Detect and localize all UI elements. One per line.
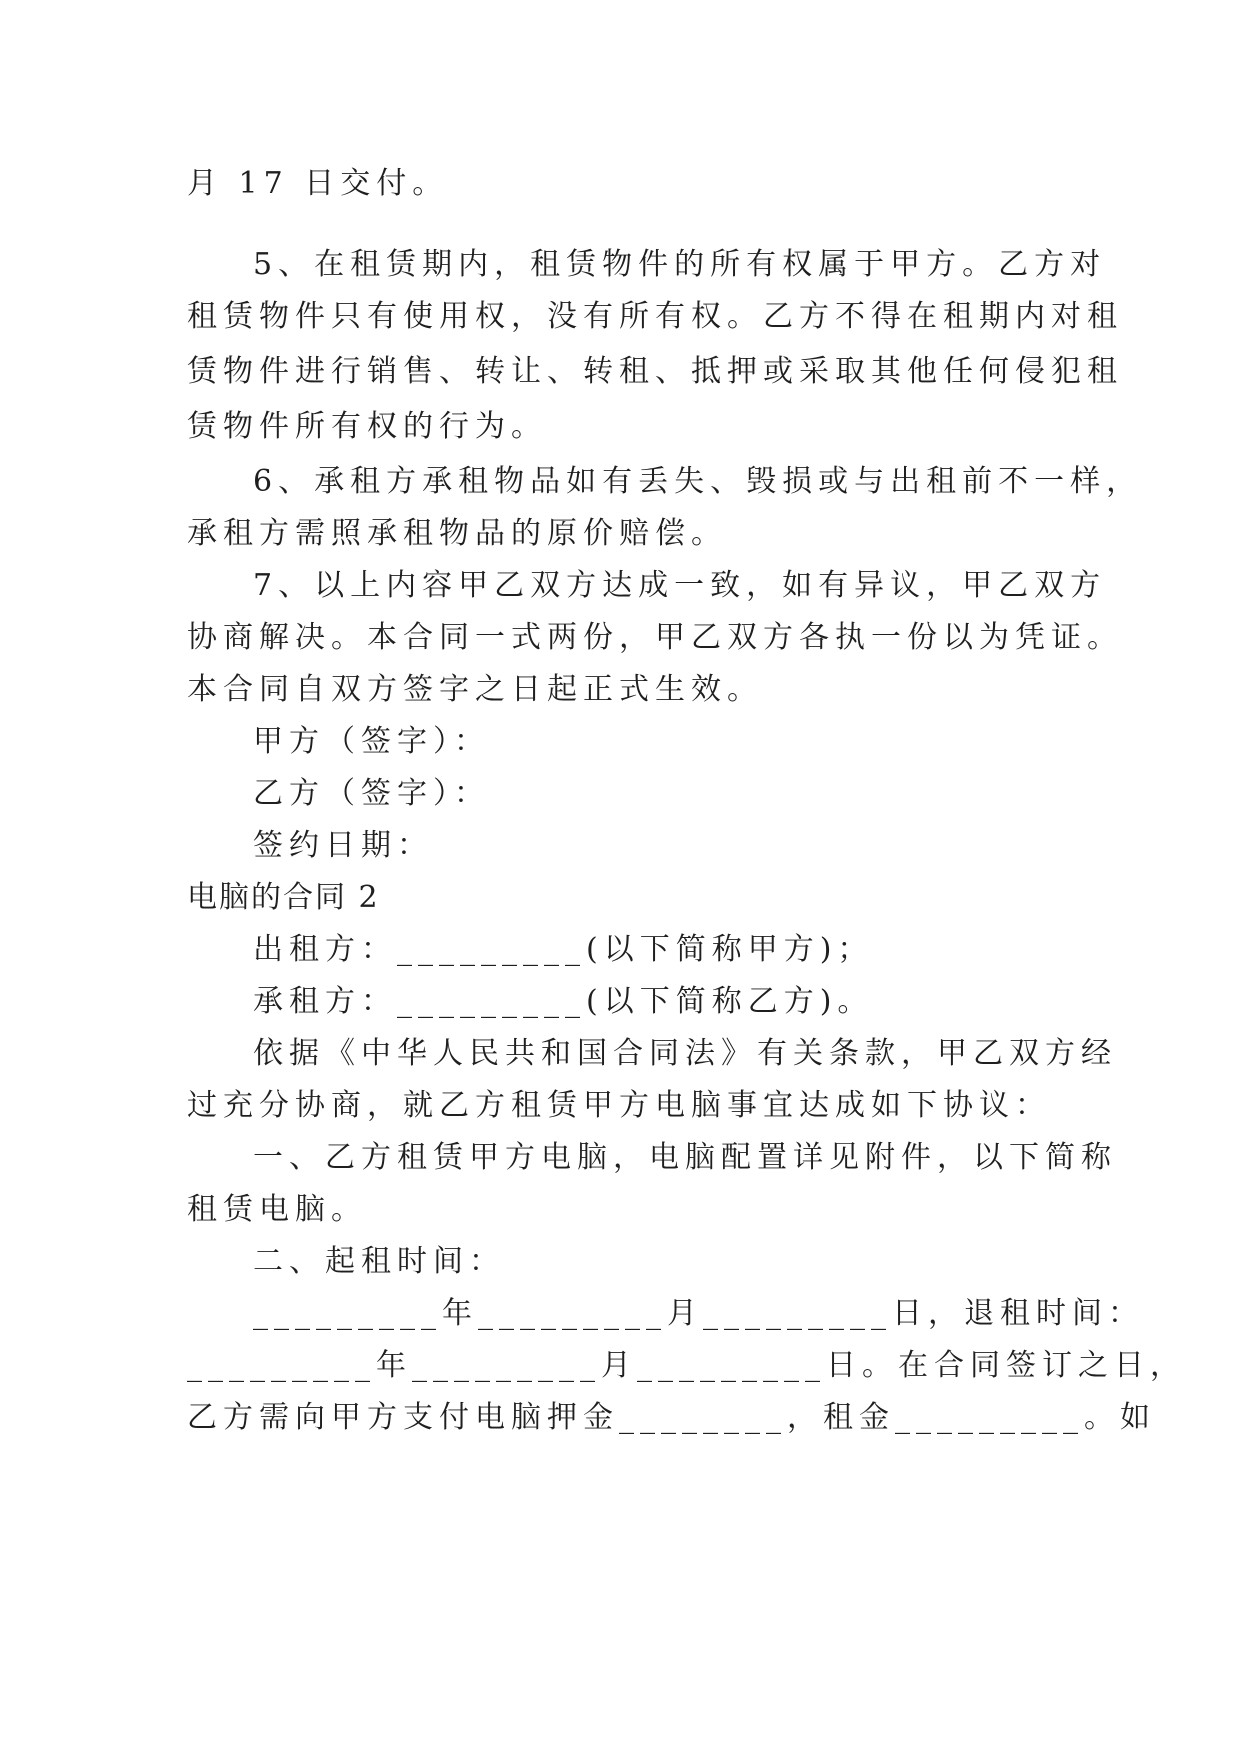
text-line: 过充分协商，就乙方租赁甲方电脑事宜达成如下协议：	[187, 1088, 1051, 1123]
text-line: 本合同自双方签字之日起正式生效。	[187, 672, 763, 707]
text-line: 租赁电脑。	[187, 1192, 367, 1227]
document-page	[187, 155, 1186, 1447]
text-line: 月 17 日交付。	[187, 166, 449, 201]
signature-line-party-a: 甲方（签字）：	[253, 724, 490, 759]
text-line: 乙方需向甲方支付电脑押金________，租金_________。如	[187, 1400, 1156, 1435]
text-line: 依据《中华人民共和国合同法》有关条款，甲乙双方经	[253, 1036, 1117, 1071]
text-line: 租赁物件只有使用权，没有所有权。乙方不得在租期内对租	[187, 299, 1123, 334]
text-line: 6、承租方承租物品如有丢失、毁损或与出租前不一样，	[253, 464, 1143, 499]
text-line: 二、起租时间：	[253, 1244, 505, 1279]
text-line: 赁物件所有权的行为。	[187, 409, 547, 444]
signing-date-line: 签约日期：	[253, 828, 433, 863]
text-line: 5、在租赁期内，租赁物件的所有权属于甲方。乙方对	[253, 247, 1107, 282]
section-heading: 电脑的合同 2	[187, 880, 380, 915]
text-line: 一、乙方租赁甲方电脑，电脑配置详见附件，以下简称	[253, 1140, 1117, 1175]
text-line: 承租方需照承租物品的原价赔偿。	[187, 516, 727, 551]
text-line: 协商解决。本合同一式两份，甲乙双方各执一份以为凭证。	[187, 620, 1123, 655]
lessor-line: 出租方：_________(以下简称甲方)；	[253, 932, 874, 967]
date-fill-line: _________年_________月_________日，退租时间：	[253, 1296, 1144, 1331]
text-line: 赁物件进行销售、转让、转租、抵押或采取其他任何侵犯租	[187, 354, 1123, 389]
date-fill-line: _________年_________月_________日。在合同签订之日，	[187, 1348, 1186, 1383]
signature-line-party-b: 乙方（签字）：	[253, 776, 490, 811]
text-line: 7、以上内容甲乙双方达成一致，如有异议，甲乙双方	[253, 568, 1107, 603]
lessee-line: 承租方：_________(以下简称乙方)。	[253, 984, 874, 1019]
